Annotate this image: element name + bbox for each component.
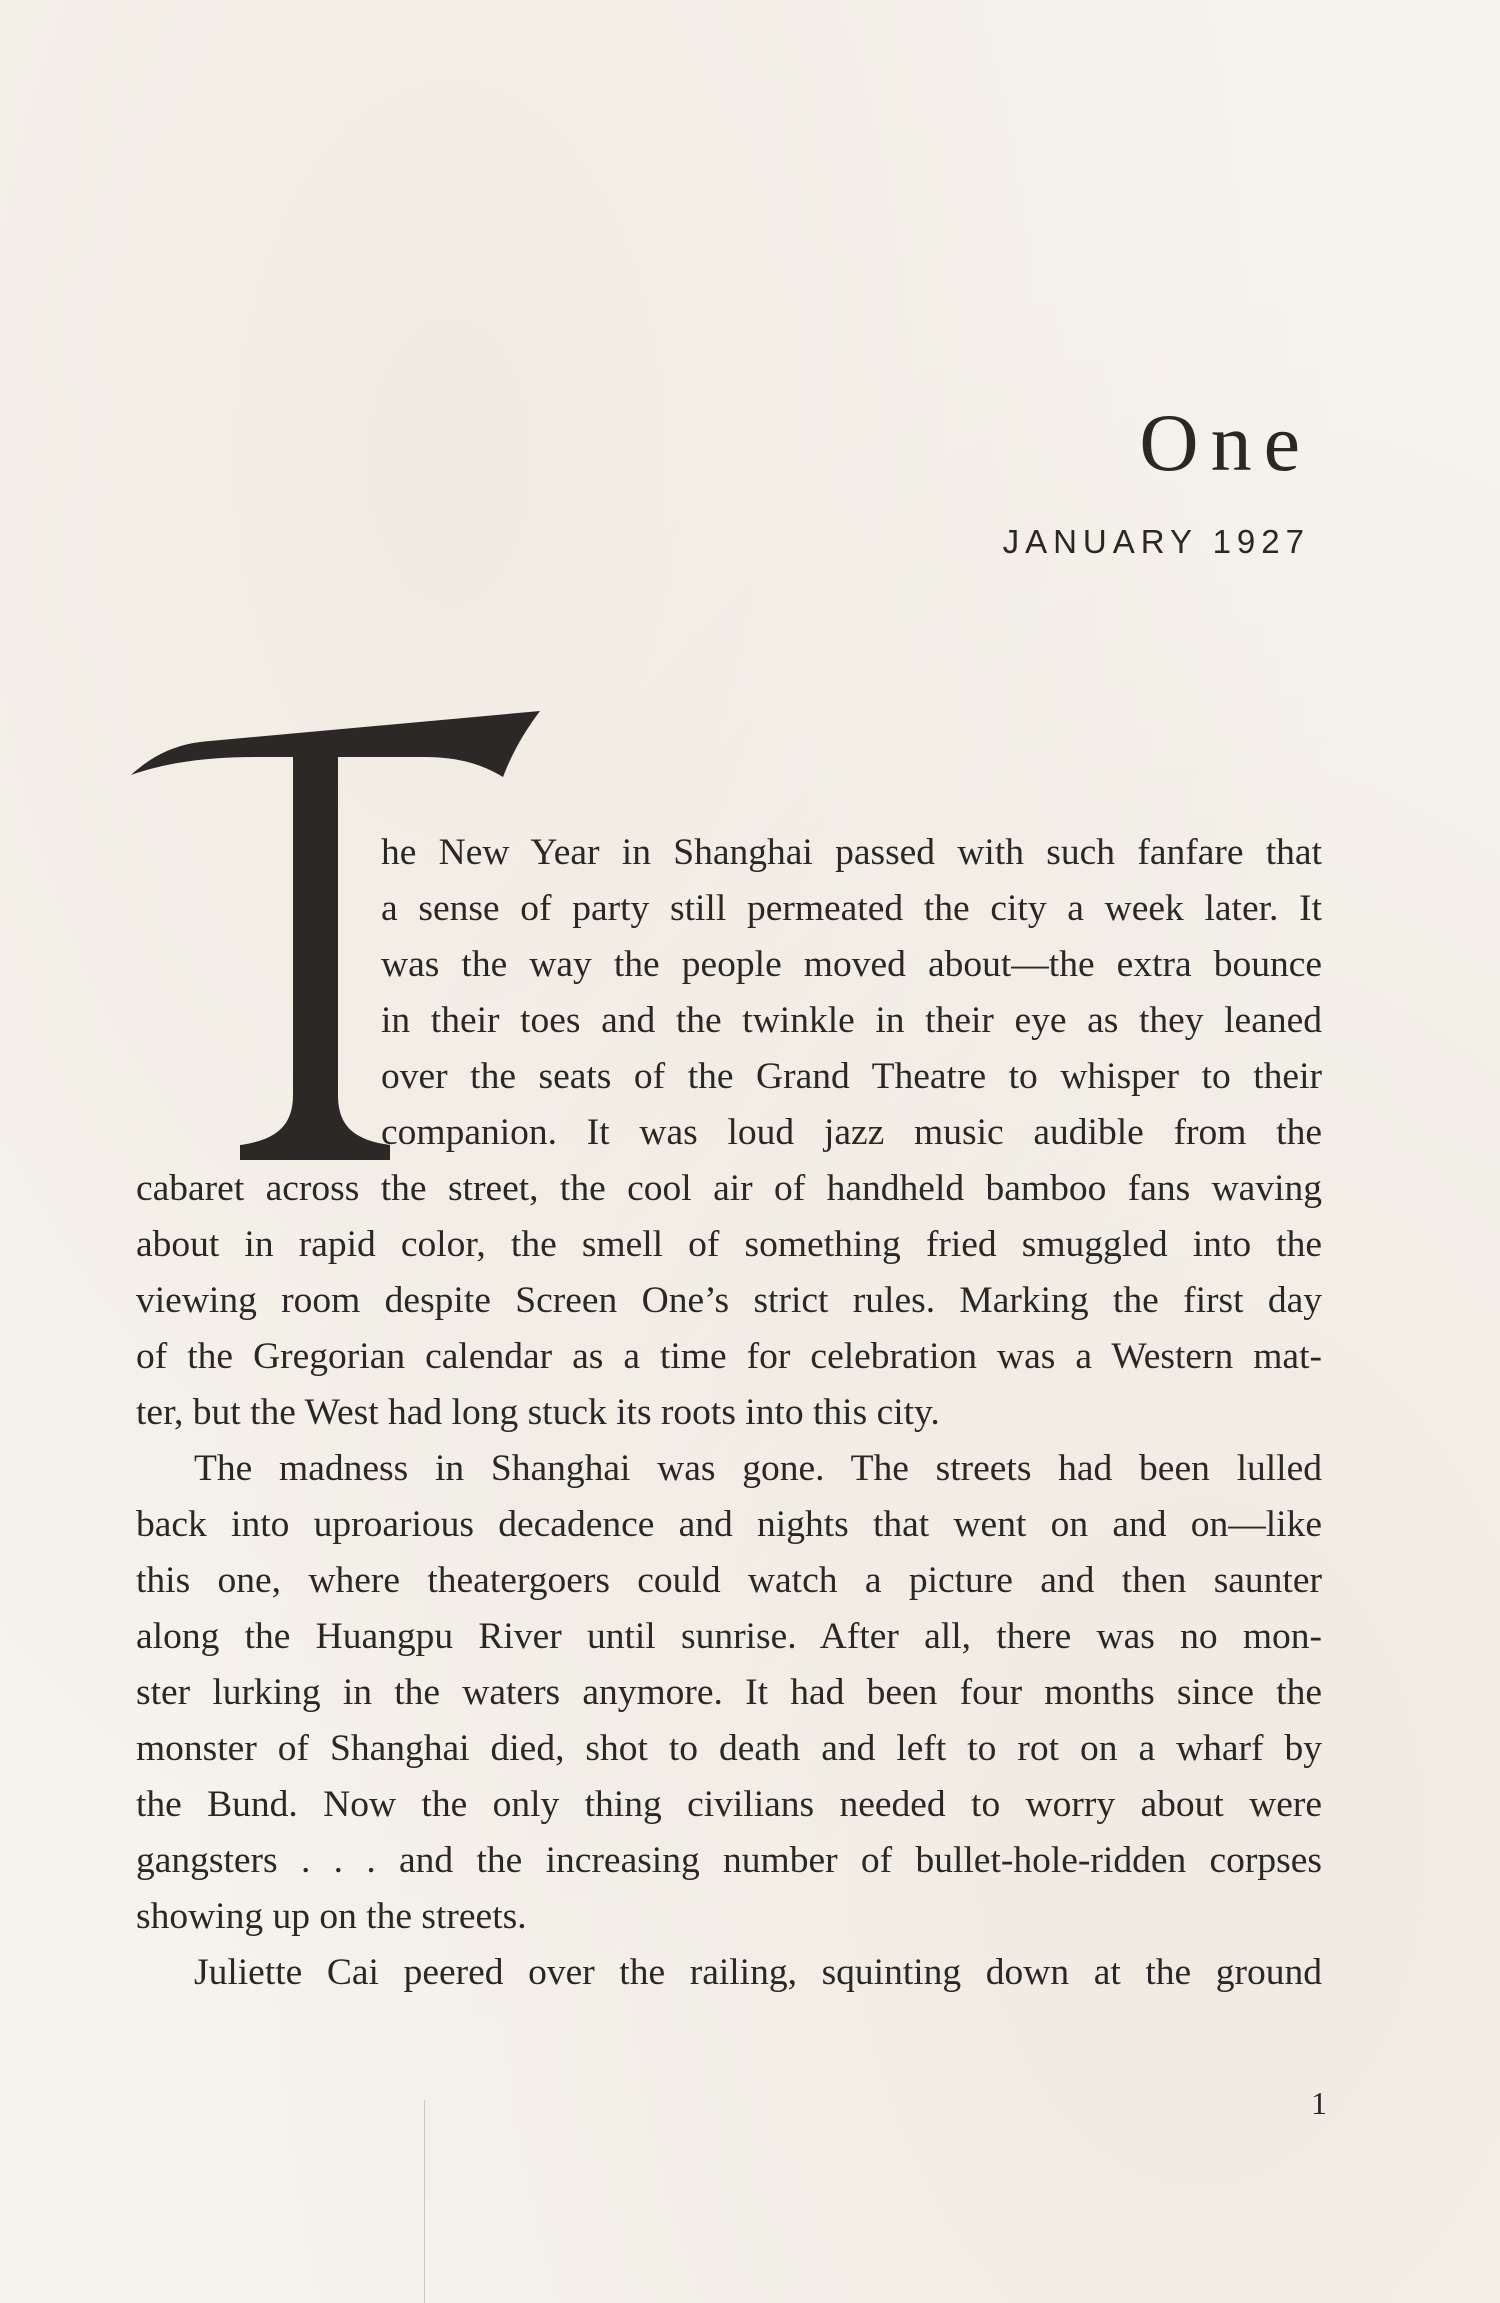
body-line: companion. It was loud jazz music audible from the (381, 1112, 1322, 1153)
body-line: Juliette Cai peered over the railing, squinting down at the ground (194, 1952, 1322, 1993)
body-line: about in rapid color, the smell of something fried smuggled into the (136, 1224, 1322, 1265)
paper-fold-mark (424, 2100, 425, 2303)
body-line: ster lurking in the waters anymore. It had been four months since the (136, 1672, 1322, 1713)
body-line: The madness in Shanghai was gone. The streets had been lulled (194, 1448, 1322, 1489)
body-line: of the Gregorian calendar as a time for celebration was a Western mat- (136, 1336, 1322, 1377)
body-line: monster of Shanghai died, shot to death and left to rot on a wharf by (136, 1728, 1322, 1769)
body-line: gangsters . . . and the increasing number of bullet-hole-ridden corpses (136, 1840, 1322, 1881)
body-line: the Bund. Now the only thing civilians needed to worry about were (136, 1784, 1322, 1825)
body-line: over the seats of the Grand Theatre to whisper to their (381, 1056, 1322, 1097)
chapter-date: JANUARY 1927 (1002, 523, 1310, 560)
body-line: a sense of party still permeated the city a week later. It (381, 888, 1322, 929)
body-line: in their toes and the twinkle in their eye as they leaned (381, 1000, 1322, 1041)
body-line: along the Huangpu River until sunrise. After all, there was no mon- (136, 1616, 1322, 1657)
body-line: this one, where theatergoers could watch a picture and then saunter (136, 1560, 1322, 1601)
body-line: ter, but the West had long stuck its roots into this city. (136, 1392, 940, 1433)
page-number: 1 (1311, 2085, 1327, 2121)
body-line: viewing room despite Screen One’s strict rules. Marking the first day (136, 1280, 1322, 1321)
chapter-title: One (1139, 397, 1312, 488)
body-line: was the way the people moved about—the extra bounce (381, 944, 1322, 985)
body-line: back into uproarious decadence and nights that went on and on—like (136, 1504, 1322, 1545)
body-line: cabaret across the street, the cool air of handheld bamboo fans waving (136, 1168, 1322, 1209)
body-line: he New Year in Shanghai passed with such fanfare that (381, 832, 1322, 873)
body-line: showing up on the streets. (136, 1896, 527, 1937)
